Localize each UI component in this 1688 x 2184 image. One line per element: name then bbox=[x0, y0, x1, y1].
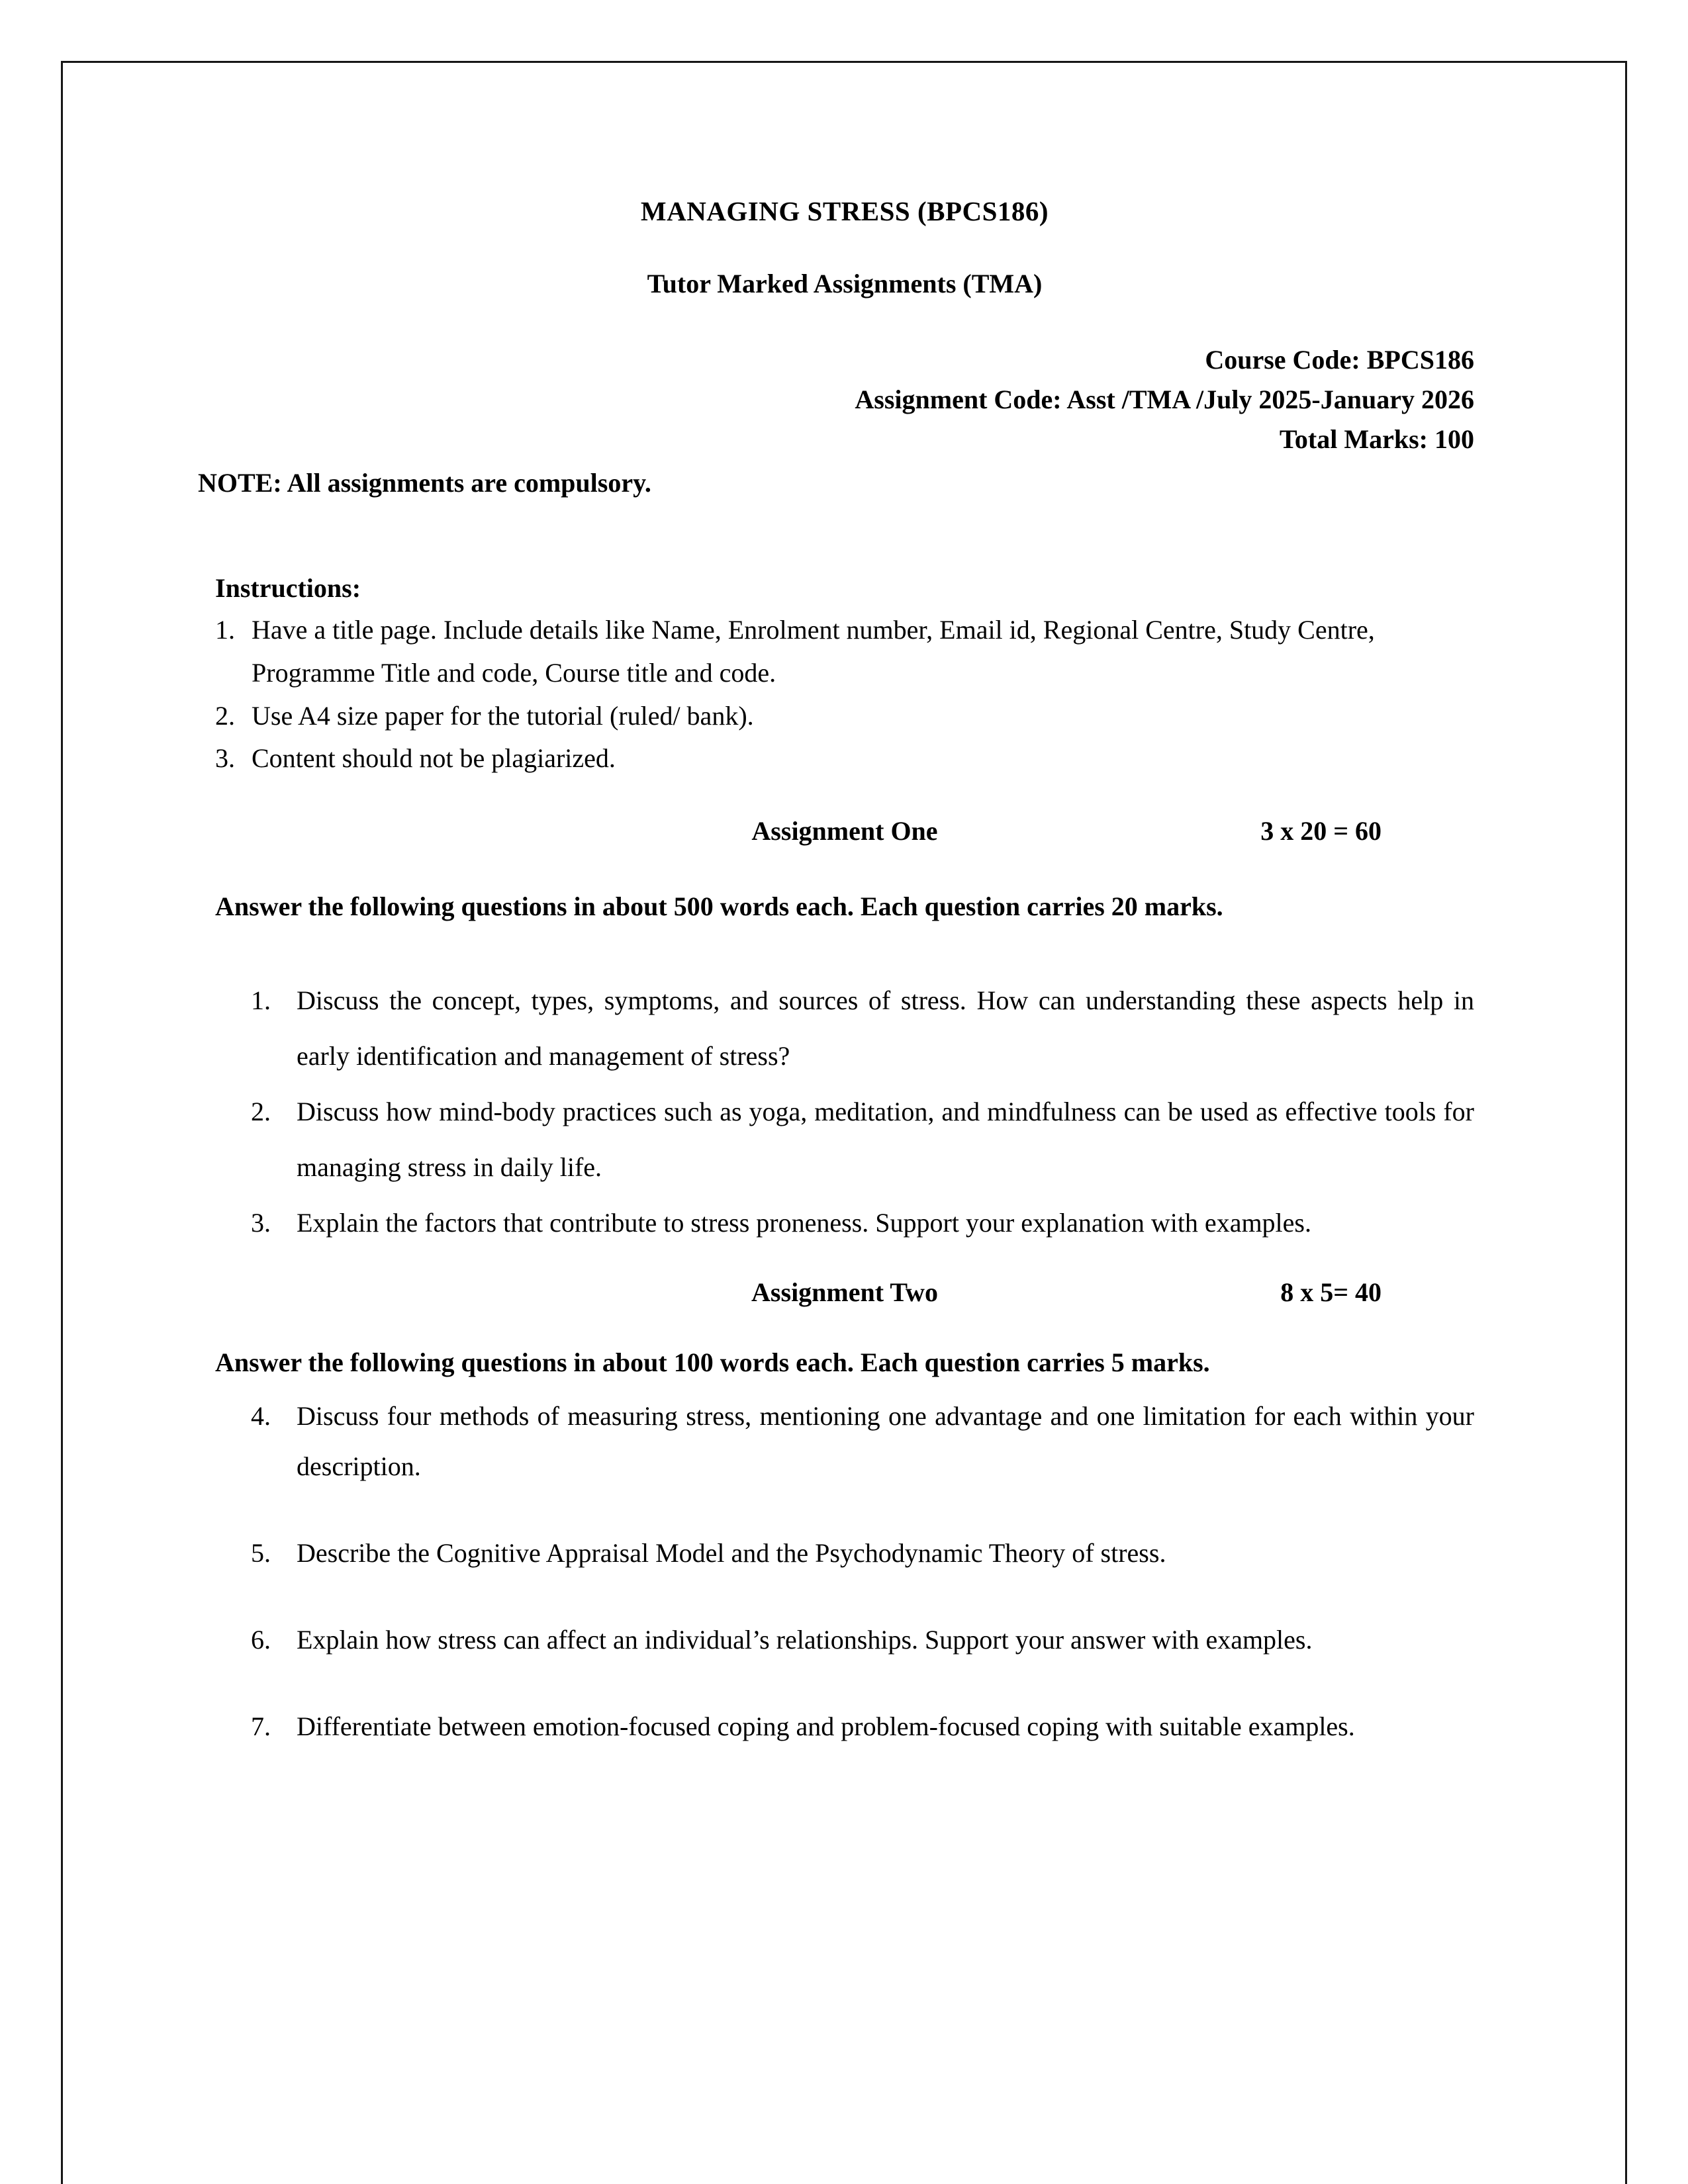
question-number: 4. bbox=[251, 1401, 271, 1432]
question-text: Discuss the concept, types, symptoms, and sources of stress. How can understanding these aspects help in early identification and management of stress? bbox=[297, 985, 1474, 1071]
assignment-one-intro: Answer the following questions in about 500 words each. Each question carries 20 marks. bbox=[215, 891, 1223, 922]
assignment-one-marks: 3 x 20 = 60 bbox=[1260, 816, 1382, 846]
total-marks: Total Marks: 100 bbox=[1279, 424, 1474, 454]
question-item bbox=[251, 1195, 1474, 1251]
course-meta-block bbox=[215, 340, 1474, 459]
question-text: Differentiate between emotion-focused coping and problem-focused coping with suitable examples. bbox=[297, 1711, 1355, 1742]
question-number: 1. bbox=[251, 985, 271, 1016]
question-number: 3. bbox=[251, 1208, 271, 1238]
instruction-number: 1. bbox=[215, 615, 235, 645]
question-text: Explain how stress can affect an individual’s relationships. Support your answer with examples. bbox=[297, 1625, 1313, 1655]
instruction-text: Have a title page. Include details like Name, Enrolment number, Email id, Regional Centre, Study Centre, Programme Title and code, Course title and code. bbox=[252, 615, 1375, 688]
question-text: Discuss how mind-body practices such as yoga, meditation, and mindfulness can be used as effective tools for managing stress in daily life. bbox=[297, 1097, 1474, 1183]
instruction-item bbox=[215, 695, 1474, 738]
question-number: 7. bbox=[251, 1711, 271, 1742]
assignment-one-heading-row bbox=[215, 815, 1474, 848]
instruction-text: Use A4 size paper for the tutorial (ruled/ bank). bbox=[252, 700, 754, 731]
question-item bbox=[251, 1084, 1474, 1195]
assignment-two-marks: 8 x 5= 40 bbox=[1280, 1277, 1382, 1308]
question-text: Discuss four methods of measuring stress, mentioning one advantage and one limitation for each within your description. bbox=[297, 1401, 1474, 1482]
question-number: 5. bbox=[251, 1538, 271, 1569]
instruction-number: 3. bbox=[215, 743, 235, 774]
assignment-one-questions bbox=[215, 973, 1474, 1251]
question-number: 2. bbox=[251, 1097, 271, 1127]
question-number: 6. bbox=[251, 1625, 271, 1655]
instructions-list bbox=[215, 609, 1474, 780]
assignment-code: Assignment Code: Asst /TMA /July 2025-January 2026 bbox=[855, 385, 1474, 414]
question-item bbox=[251, 1391, 1474, 1492]
instruction-number: 2. bbox=[215, 700, 235, 731]
course-code: Course Code: BPCS186 bbox=[1205, 345, 1474, 375]
assignment-two-intro: Answer the following questions in about 100 words each. Each question carries 5 marks. bbox=[215, 1347, 1210, 1378]
document-title: MANAGING STRESS (BPCS186) bbox=[640, 196, 1049, 226]
question-item bbox=[251, 1528, 1474, 1578]
document-subtitle: Tutor Marked Assignments (TMA) bbox=[647, 269, 1043, 298]
assignment-two-questions bbox=[215, 1391, 1474, 1752]
question-item bbox=[251, 1615, 1474, 1665]
question-text: Explain the factors that contribute to stress proneness. Support your explanation with examples. bbox=[297, 1208, 1311, 1238]
assignment-two-heading-row bbox=[215, 1276, 1474, 1309]
assignment-one-heading: Assignment One bbox=[751, 816, 938, 846]
question-item bbox=[251, 1702, 1474, 1752]
assignment-two-heading: Assignment Two bbox=[751, 1277, 938, 1308]
instructions-section bbox=[215, 572, 1474, 780]
instruction-item bbox=[215, 609, 1474, 695]
instruction-item bbox=[215, 737, 1474, 780]
compulsory-note: NOTE: All assignments are compulsory. bbox=[198, 468, 651, 498]
question-item bbox=[251, 973, 1474, 1084]
question-text: Describe the Cognitive Appraisal Model and the Psychodynamic Theory of stress. bbox=[297, 1538, 1166, 1569]
instruction-text: Content should not be plagiarized. bbox=[252, 743, 616, 774]
instructions-heading: Instructions: bbox=[215, 573, 361, 603]
page-border-frame bbox=[61, 61, 1627, 2184]
